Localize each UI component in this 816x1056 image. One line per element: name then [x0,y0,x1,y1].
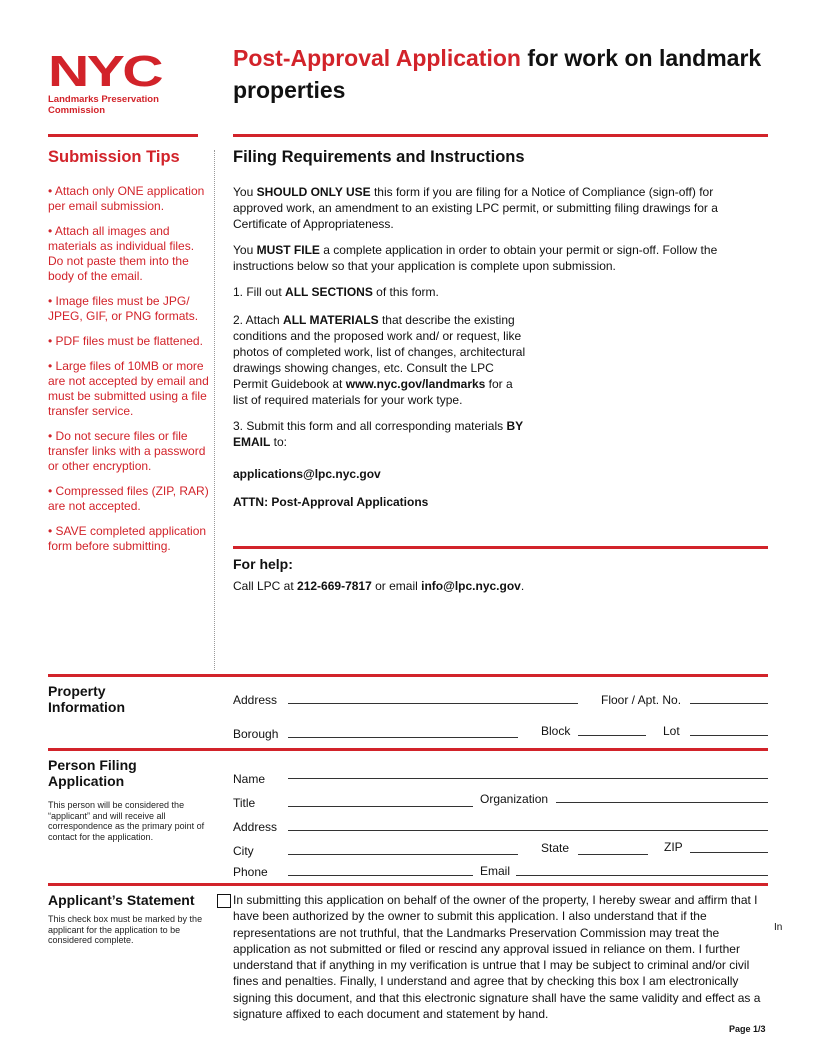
step-2: 2. Attach ALL MATERIALS that describe the existing conditions and the proposed work and/ or request, like photos of completed work, list of changes, architectural drawings showing changes, etc. Consult the LPC Permit Guidebook at www.nyc.gov/landmarks for a list of required materials for your work type. [233,313,526,407]
label: Organization [480,792,549,806]
floor-apt-field[interactable] [690,703,768,704]
tip: • Attach only ONE application per email submission. [48,184,205,213]
logo-org-line1: Landmarks Preservation [48,94,159,105]
title-rest: for work on landmark properties [233,45,762,103]
tip: • Image files must be JPG/ JPEG, GIF, or PNG formats. [48,294,199,323]
label: Email [480,864,511,878]
block-field[interactable] [578,735,646,736]
property-address-field[interactable] [288,703,578,704]
page-number: Page 1/3 [729,1024,766,1034]
stray-text: In [774,922,783,933]
label: Name [233,772,266,786]
phone-field[interactable] [288,875,473,876]
label: ZIP [664,840,683,854]
submission-tips-heading: Submission Tips [48,148,180,166]
statement-note: This check box must be marked by the applicant for the application to be considered complete. [48,914,203,945]
divider [233,134,768,137]
statement-heading: Applicant’s Statement [48,892,195,908]
property-heading: Property Information [48,683,125,715]
tip: • Attach all images and materials as individual files. Do not paste them into the body of the email. [48,224,195,283]
divider [48,883,768,886]
tip: • Large files of 10MB or more are not accepted by email and must be submitted using a file transfer service. [48,359,209,418]
borough-field[interactable] [288,737,518,738]
logo-org-line2: Commission [48,105,106,116]
name-field[interactable] [288,778,768,779]
statement-text: In submitting this application on behalf of the owner of the property, I hereby swear and affirm that I have been authorized by the owner to submit this application. I also understand that if the representations are not truthful, that the Landmarks Preservation Commission may treat the application as not submitted or filed or rescind any approval issued in reliance on them. I further understand that if anything in my verification is untrue that I may be subject to criminal and/or civil fines and penalties. Finally, I understand and agree that by checking this box I am electronically signing this document, and that this electronic signature shall have the same validity and effect as a signature affixed to each document and statement by hand. [233,893,761,1022]
divider [48,674,768,677]
step-1: 1. Fill out ALL SECTIONS of this form. [233,285,439,299]
label: City [233,844,254,858]
instruction-paragraph: You MUST FILE a complete application in order to obtain your permit or sign-off. Follow the instructions below so that your application is complete upon submission. [233,243,718,273]
tip: • PDF files must be flattened. [48,334,203,348]
label: Address [233,820,278,834]
attn-line: ATTN: Post-Approval Applications [233,495,429,509]
page-title [233,42,773,106]
label: Block [541,724,571,738]
help-heading: For help: [233,556,293,572]
tip: • Compressed files (ZIP, RAR) are not accepted. [48,484,209,513]
filing-requirements-heading: Filing Requirements and Instructions [233,148,525,166]
label: Lot [663,724,680,738]
tips-list [48,184,210,554]
divider [233,546,768,549]
state-field[interactable] [578,854,648,855]
instructions [233,184,743,520]
city-field[interactable] [288,854,518,855]
person-heading: Person Filing Application [48,757,137,789]
divider [214,150,215,670]
step-3: 3. Submit this form and all corresponding materials BY EMAIL to: [233,419,523,449]
email-field[interactable] [516,875,768,876]
label: Phone [233,865,268,879]
label: Title [233,796,256,810]
applicant-address-field[interactable] [288,830,768,831]
zip-field[interactable] [690,852,768,853]
instruction-paragraph: You SHOULD ONLY USE this form if you are filing for a Notice of Compliance (sign-off) for approved work, an amendment to an existing LPC permit, or submitting filing drawings for a Certificate of Appropriateness. [233,185,718,231]
help-text: Call LPC at 212-669-7817 or email info@lpc.nyc.gov. [233,579,525,593]
divider [48,748,768,751]
label: Borough [233,727,279,741]
person-note: This person will be considered the “applicant” and will receive all correspondence as the primary point of contact for the application. [48,800,205,842]
organization-field[interactable] [556,802,768,803]
lot-field[interactable] [690,735,768,736]
applicant-statement-checkbox[interactable] [217,894,231,908]
label: Address [233,693,278,707]
tip: • Do not secure files or file transfer links with a password or other encryption. [48,429,206,473]
title-field[interactable] [288,806,473,807]
logo-mark: NYC [48,47,161,96]
nyc-lpc-logo [48,47,161,116]
submission-email[interactable]: applications@lpc.nyc.gov [233,467,381,481]
label: State [541,841,570,855]
label: Floor / Apt. No. [601,693,682,707]
tip: • SAVE completed application form before submitting. [48,524,207,553]
title-red: Post-Approval Application [233,45,521,71]
divider [48,134,198,137]
